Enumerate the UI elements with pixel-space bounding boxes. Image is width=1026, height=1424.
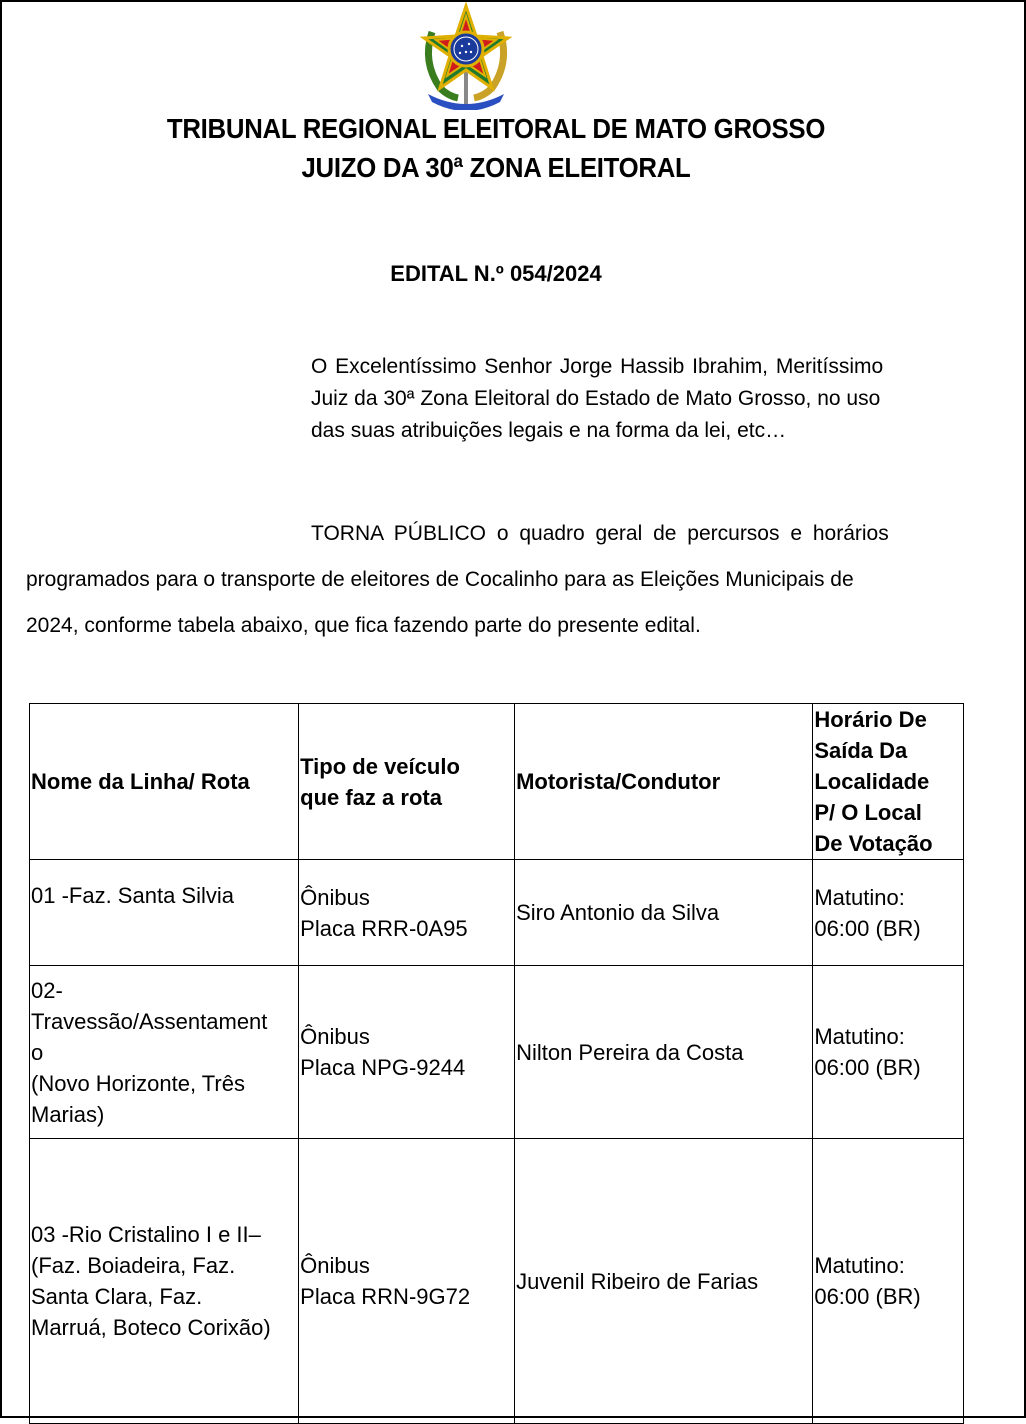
table-row	[30, 966, 964, 1139]
time-line: 06:00 (BR)	[814, 1055, 921, 1080]
table-row	[30, 1139, 964, 1424]
preamble-line: das suas atribuições legais e na forma da lei, etc…	[311, 419, 787, 442]
route-cell	[30, 966, 299, 1139]
edital-title: EDITAL N.º 054/2024	[390, 261, 602, 286]
route-line: Travessão/Assentament	[31, 1008, 268, 1034]
header-time-line: Horário De	[814, 707, 927, 732]
vehicle-line: Placa NPG-9244	[300, 1055, 466, 1080]
driver-cell: Siro Antonio da Silva	[515, 860, 813, 966]
table-row	[30, 860, 964, 966]
body-line: programados para o transporte de eleitores de Cocalinho para as Eleições Municipais de	[26, 568, 854, 591]
route-line: (Faz. Boiadeira, Faz.	[31, 1253, 236, 1278]
coat-of-arms-emblem	[418, 2, 514, 110]
header-time	[813, 704, 964, 860]
vehicle-line: Ônibus	[300, 1253, 370, 1278]
time-cell	[813, 1139, 964, 1424]
driver-cell: Juvenil Ribeiro de Farias	[515, 1139, 813, 1424]
time-line: 06:00 (BR)	[814, 1284, 921, 1309]
route-cell	[30, 860, 299, 966]
header-vehicle	[299, 704, 515, 860]
time-cell	[813, 966, 964, 1139]
route-line: Santa Clara, Faz.	[31, 1284, 203, 1309]
route-line: 03 -Rio Cristalino I e II–	[31, 1222, 261, 1247]
body-line: 2024, conforme tabela abaixo, que fica fazendo parte do presente edital.	[26, 614, 701, 637]
header-vehicle-line: que faz a rota	[300, 784, 442, 810]
vehicle-cell	[299, 1139, 515, 1424]
route-line: 01 -Faz. Santa Silvia	[31, 883, 234, 908]
court-name: TRIBUNAL REGIONAL ELEITORAL DE MATO GROSSO	[166, 113, 826, 144]
time-line: 06:00 (BR)	[814, 915, 921, 941]
header-vehicle-line: Tipo de veículo	[300, 753, 460, 779]
route-line: Marias)	[31, 1101, 105, 1127]
table-header-row	[30, 704, 964, 860]
header-time-line: De Votação	[814, 831, 933, 856]
vehicle-line: Ônibus	[300, 1024, 370, 1049]
preamble-paragraph	[311, 351, 967, 447]
route-line: (Novo Horizonte, Três	[31, 1070, 245, 1096]
preamble-line: O Excelentíssimo Senhor Jorge Hassib Ibrahim, Meritíssimo	[311, 355, 884, 378]
header-time-line: Localidade	[814, 769, 930, 794]
time-cell	[813, 860, 964, 966]
vehicle-line: Placa RRN-9G72	[300, 1284, 471, 1309]
time-line: Matutino:	[814, 884, 905, 910]
route-line: o	[31, 1039, 44, 1065]
route-cell	[30, 1139, 299, 1424]
header-time-line: Saída Da	[814, 738, 908, 763]
route-line: Marruá, Boteco Corixão)	[31, 1315, 271, 1340]
vehicle-cell	[299, 860, 515, 966]
route-line: 02-	[31, 977, 63, 1003]
vehicle-line: Ônibus	[300, 884, 370, 910]
time-line: Matutino:	[814, 1024, 905, 1049]
header-time-line: P/ O Local	[814, 800, 922, 825]
electoral-zone: JUIZO DA 30ª ZONA ELEITORAL	[301, 152, 691, 183]
routes-table	[29, 703, 964, 1424]
time-line: Matutino:	[814, 1253, 905, 1278]
vehicle-cell	[299, 966, 515, 1139]
body-line: TORNA PÚBLICO o quadro geral de percursos e horários	[311, 522, 889, 545]
preamble-line: Juiz da 30ª Zona Eleitoral do Estado de Mato Grosso, no uso	[311, 387, 881, 410]
driver-cell: Nilton Pereira da Costa	[515, 966, 813, 1139]
header-driver: Motorista/Condutor	[515, 704, 813, 860]
header-route: Nome da Linha/ Rota	[30, 704, 299, 860]
vehicle-line: Placa RRR-0A95	[300, 915, 468, 941]
